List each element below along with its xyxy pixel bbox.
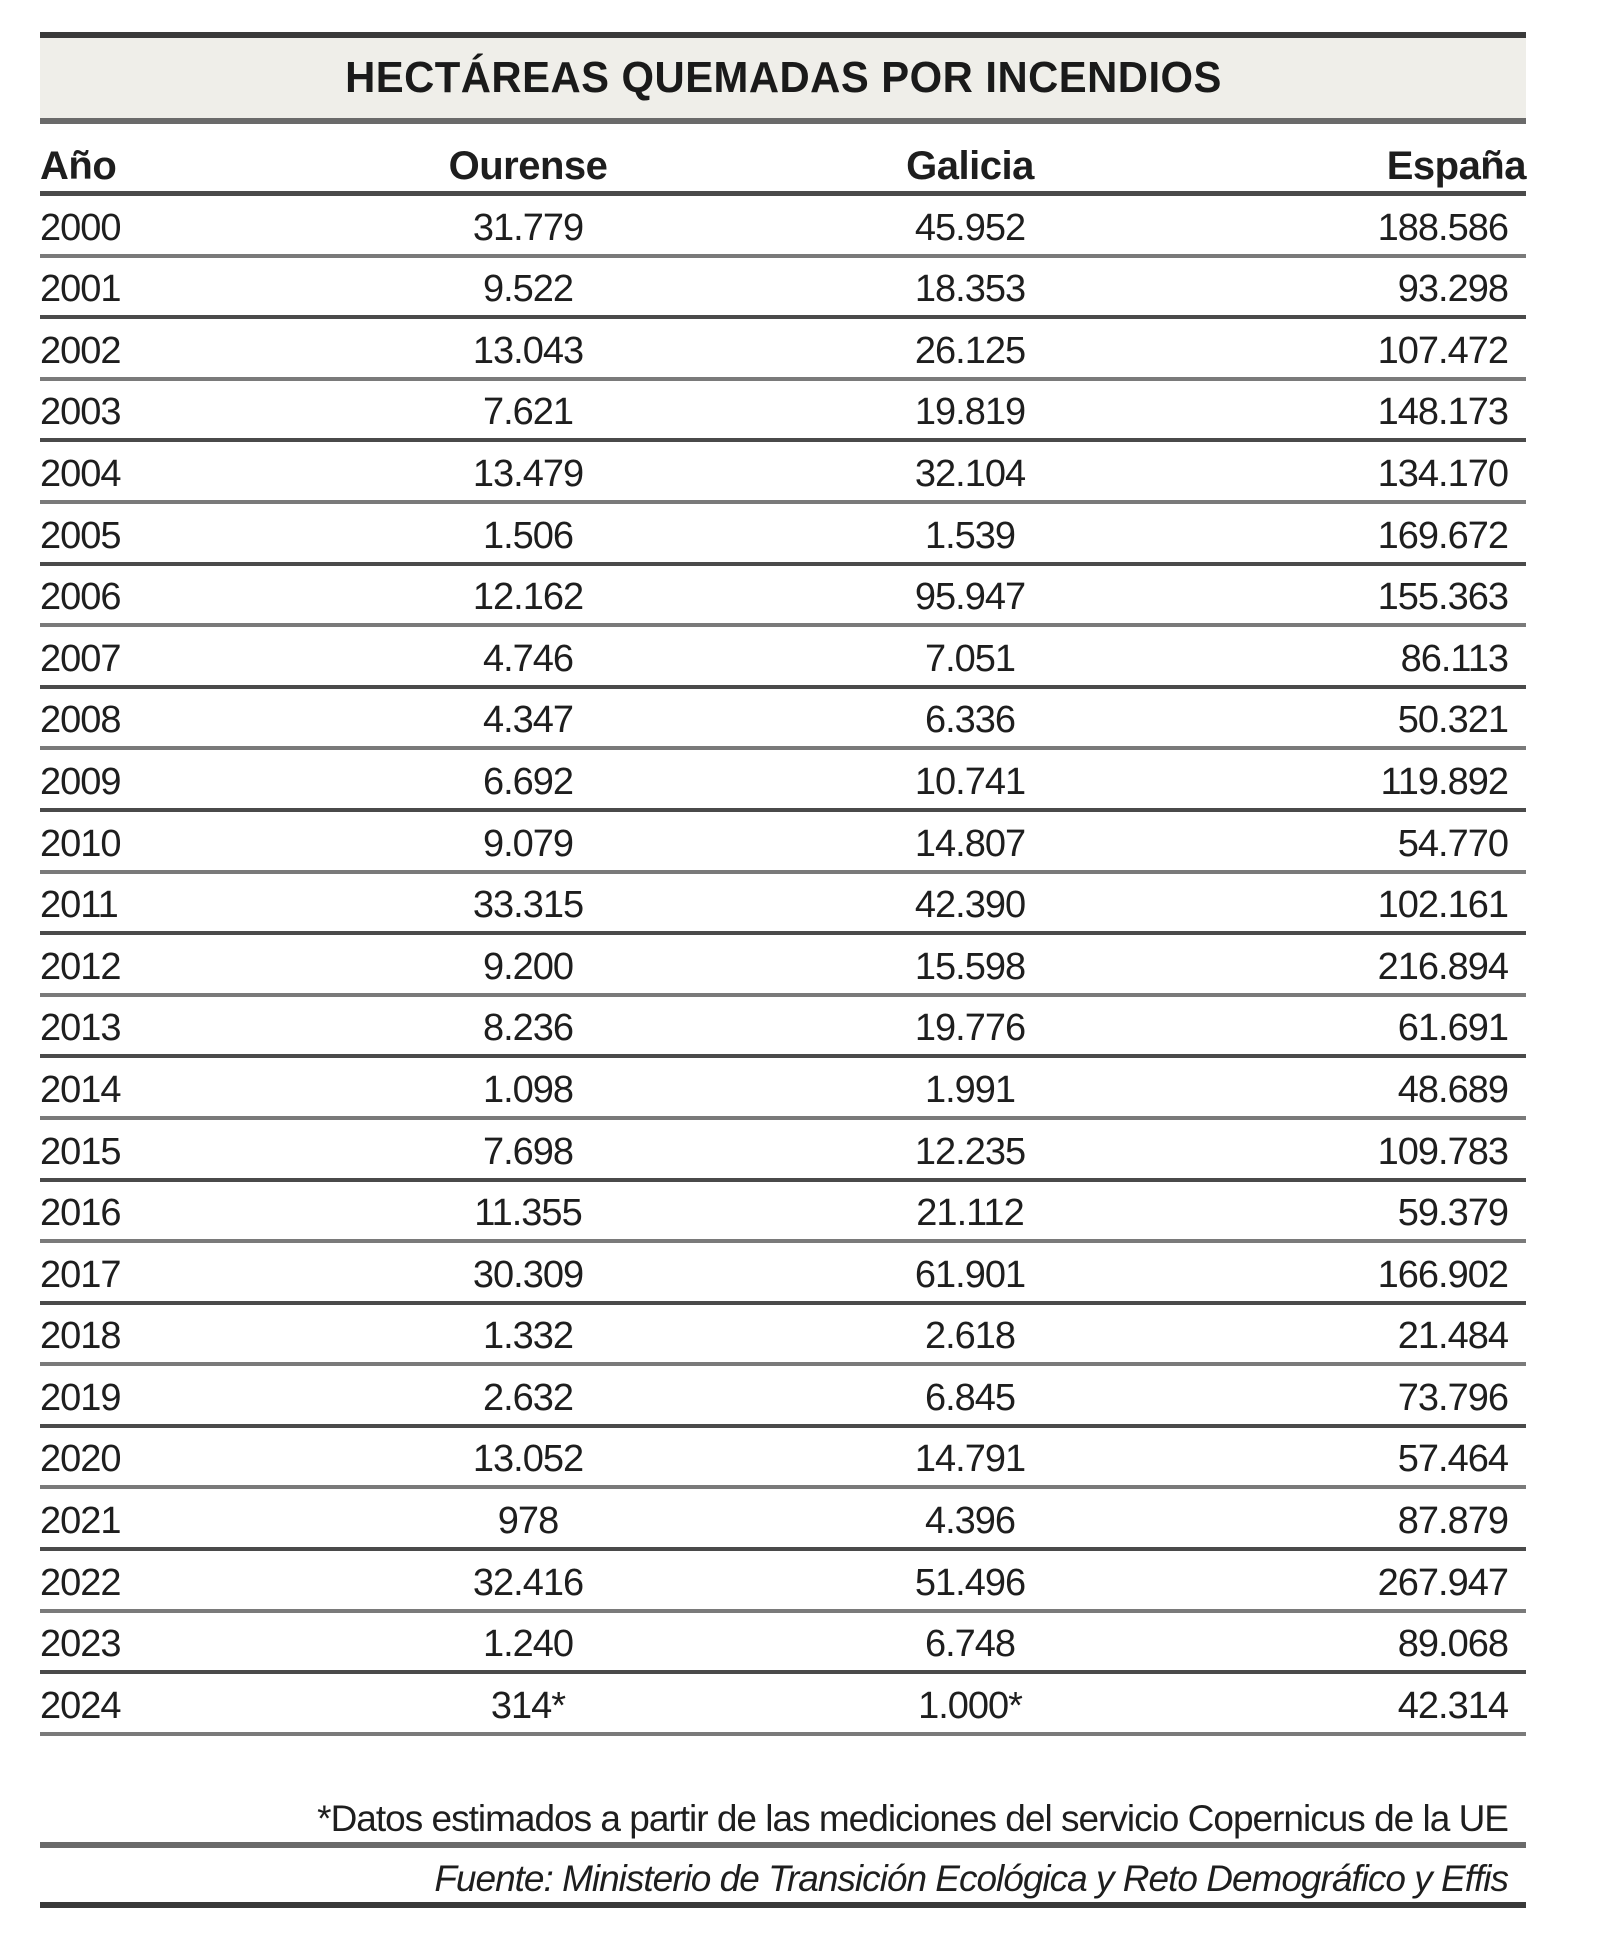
cell-ourense-value: 30.309 [472, 1253, 584, 1296]
cell-galicia-value: 10.741 [914, 760, 1026, 803]
table-row [40, 627, 1526, 689]
cell-galicia-value: 14.807 [914, 822, 1026, 865]
cell-year: 2009 [40, 760, 121, 803]
cell-galicia-value: 42.390 [914, 884, 1026, 927]
cell-espana: 216.894 [1377, 945, 1508, 988]
cell-espana: 119.892 [1380, 760, 1508, 803]
cell-espana: 134.170 [1377, 452, 1508, 495]
cell-espana: 89.068 [1397, 1623, 1508, 1666]
cell-year: 2006 [40, 576, 121, 619]
table-row [40, 874, 1526, 936]
table-row [40, 1551, 1526, 1613]
cell-year: 2002 [40, 329, 121, 372]
table-row [40, 1613, 1526, 1675]
cell-year: 2000 [40, 206, 121, 249]
table-row [40, 1428, 1526, 1490]
cell-espana: 102.161 [1377, 884, 1508, 927]
cell-galicia-value: 1.991 [924, 1068, 1016, 1111]
cell-ourense-value: 9.200 [482, 945, 574, 988]
table-row [40, 1243, 1526, 1305]
cell-galicia-value: 51.496 [914, 1561, 1026, 1604]
table-row [40, 1489, 1526, 1551]
cell-ourense-value: 4.347 [482, 699, 574, 742]
header-year: Año [40, 144, 117, 188]
cell-ourense-value: 4.746 [482, 637, 574, 680]
cell-year: 2024 [40, 1684, 121, 1727]
cell-espana: 86.113 [1400, 637, 1508, 680]
table-header-row [40, 124, 1526, 196]
cell-ourense-value: 13.043 [472, 329, 584, 372]
cell-galicia-value: 1.539 [924, 514, 1016, 557]
cell-espana: 73.796 [1397, 1376, 1508, 1419]
cell-ourense-value: 1.240 [482, 1623, 574, 1666]
cell-galicia-value: 6.845 [924, 1376, 1016, 1419]
cell-year: 2022 [40, 1561, 121, 1604]
cell-galicia-value: 12.235 [914, 1130, 1026, 1173]
cell-year: 2008 [40, 699, 121, 742]
cell-year: 2023 [40, 1623, 121, 1666]
table-row [40, 1305, 1526, 1367]
cell-espana: 267.947 [1377, 1561, 1508, 1604]
table-row [40, 935, 1526, 997]
cell-galicia-value: 95.947 [914, 576, 1026, 619]
cell-espana: 155.363 [1377, 576, 1508, 619]
cell-espana: 59.379 [1397, 1192, 1508, 1235]
cell-galicia-value: 6.336 [924, 699, 1016, 742]
cell-ourense-value: 12.162 [472, 576, 584, 619]
cell-ourense-value: 1.332 [482, 1315, 574, 1358]
cell-ourense-value: 6.692 [482, 760, 574, 803]
cell-year: 2015 [40, 1130, 121, 1173]
title-band [40, 32, 1526, 124]
cell-year: 2021 [40, 1500, 121, 1543]
header-galicia-label: Galicia [906, 144, 1034, 188]
cell-galicia-value: 4.396 [924, 1500, 1016, 1543]
table-row [40, 750, 1526, 812]
cell-year: 2007 [40, 637, 121, 680]
table-row [40, 812, 1526, 874]
cell-galicia-value: 45.952 [914, 206, 1026, 249]
cell-espana: 148.173 [1377, 391, 1508, 434]
cell-ourense-value: 8.236 [482, 1007, 574, 1050]
cell-ourense-value: 9.522 [482, 268, 574, 311]
cell-galicia-value: 26.125 [914, 329, 1026, 372]
table-row [40, 258, 1526, 320]
cell-ourense-value: 7.621 [482, 391, 574, 434]
cell-ourense-value: 13.479 [472, 452, 584, 495]
footnote: *Datos estimados a partir de las mediciones del servicio Copernicus de la UE [40, 1790, 1526, 1848]
cell-year: 2011 [40, 884, 118, 927]
table-row [40, 566, 1526, 628]
burned-hectares-table [40, 32, 1526, 1736]
table-body [40, 196, 1526, 1736]
table-title: HECTÁREAS QUEMADAS POR INCENDIOS [344, 53, 1222, 102]
table-row [40, 997, 1526, 1059]
cell-espana: 61.691 [1397, 1007, 1508, 1050]
cell-ourense-value: 32.416 [472, 1561, 584, 1604]
cell-ourense-value: 7.698 [482, 1130, 574, 1173]
table-row [40, 689, 1526, 751]
cell-galicia-value: 15.598 [914, 945, 1026, 988]
cell-year: 2018 [40, 1315, 121, 1358]
table-row [40, 1120, 1526, 1182]
cell-year: 2017 [40, 1253, 121, 1296]
cell-espana: 50.321 [1397, 699, 1508, 742]
table-row [40, 1366, 1526, 1428]
table-row [40, 196, 1526, 258]
header-ourense-label: Ourense [448, 144, 608, 188]
table-row [40, 504, 1526, 566]
cell-galicia-value: 19.819 [914, 391, 1026, 434]
cell-year: 2019 [40, 1376, 121, 1419]
cell-espana: 21.484 [1397, 1315, 1508, 1358]
cell-espana: 87.879 [1397, 1500, 1508, 1543]
cell-year: 2020 [40, 1438, 121, 1481]
table-notes [40, 1790, 1526, 1908]
cell-galicia-value: 18.353 [914, 268, 1026, 311]
table-row [40, 1674, 1526, 1736]
cell-espana: 109.783 [1377, 1130, 1508, 1173]
cell-espana: 107.472 [1377, 329, 1508, 372]
header-espana: España [1386, 144, 1526, 188]
table-row [40, 381, 1526, 443]
cell-galicia-value: 19.776 [914, 1007, 1026, 1050]
cell-ourense-value: 13.052 [472, 1438, 584, 1481]
cell-espana: 188.586 [1377, 206, 1508, 249]
table-row [40, 1182, 1526, 1244]
cell-ourense-value: 9.079 [482, 822, 574, 865]
cell-year: 2001 [40, 268, 121, 311]
cell-espana: 48.689 [1397, 1068, 1508, 1111]
cell-year: 2004 [40, 452, 121, 495]
cell-year: 2012 [40, 945, 121, 988]
cell-ourense-value: 314* [490, 1684, 566, 1727]
cell-year: 2003 [40, 391, 121, 434]
cell-espana: 54.770 [1397, 822, 1508, 865]
cell-galicia-value: 2.618 [924, 1315, 1016, 1358]
cell-galicia-value: 32.104 [914, 452, 1026, 495]
cell-galicia-value: 7.051 [924, 637, 1016, 680]
cell-ourense-value: 1.098 [482, 1068, 574, 1111]
cell-espana: 169.672 [1377, 514, 1508, 557]
cell-ourense-value: 1.506 [482, 514, 574, 557]
table-row [40, 319, 1526, 381]
cell-espana: 57.464 [1397, 1438, 1508, 1481]
cell-year: 2013 [40, 1007, 121, 1050]
source-note: Fuente: Ministerio de Transición Ecológica y Reto Demográfico y Effis [40, 1850, 1526, 1908]
cell-espana: 42.314 [1397, 1684, 1508, 1727]
cell-galicia-value: 61.901 [914, 1253, 1026, 1296]
cell-galicia-value: 14.791 [914, 1438, 1026, 1481]
cell-espana: 166.902 [1377, 1253, 1508, 1296]
cell-ourense-value: 2.632 [482, 1376, 574, 1419]
cell-year: 2010 [40, 822, 121, 865]
cell-ourense-value: 31.779 [472, 206, 584, 249]
cell-ourense-value: 33.315 [472, 884, 584, 927]
cell-ourense-value: 978 [497, 1500, 559, 1543]
cell-year: 2014 [40, 1068, 121, 1111]
table-row [40, 442, 1526, 504]
table-row [40, 1058, 1526, 1120]
cell-galicia-value: 21.112 [916, 1192, 1024, 1235]
cell-ourense-value: 11.355 [474, 1192, 582, 1235]
cell-galicia-value: 6.748 [924, 1623, 1016, 1666]
cell-year: 2016 [40, 1192, 121, 1235]
cell-espana: 93.298 [1397, 268, 1508, 311]
cell-galicia-value: 1.000* [918, 1684, 1022, 1727]
cell-year: 2005 [40, 514, 121, 557]
